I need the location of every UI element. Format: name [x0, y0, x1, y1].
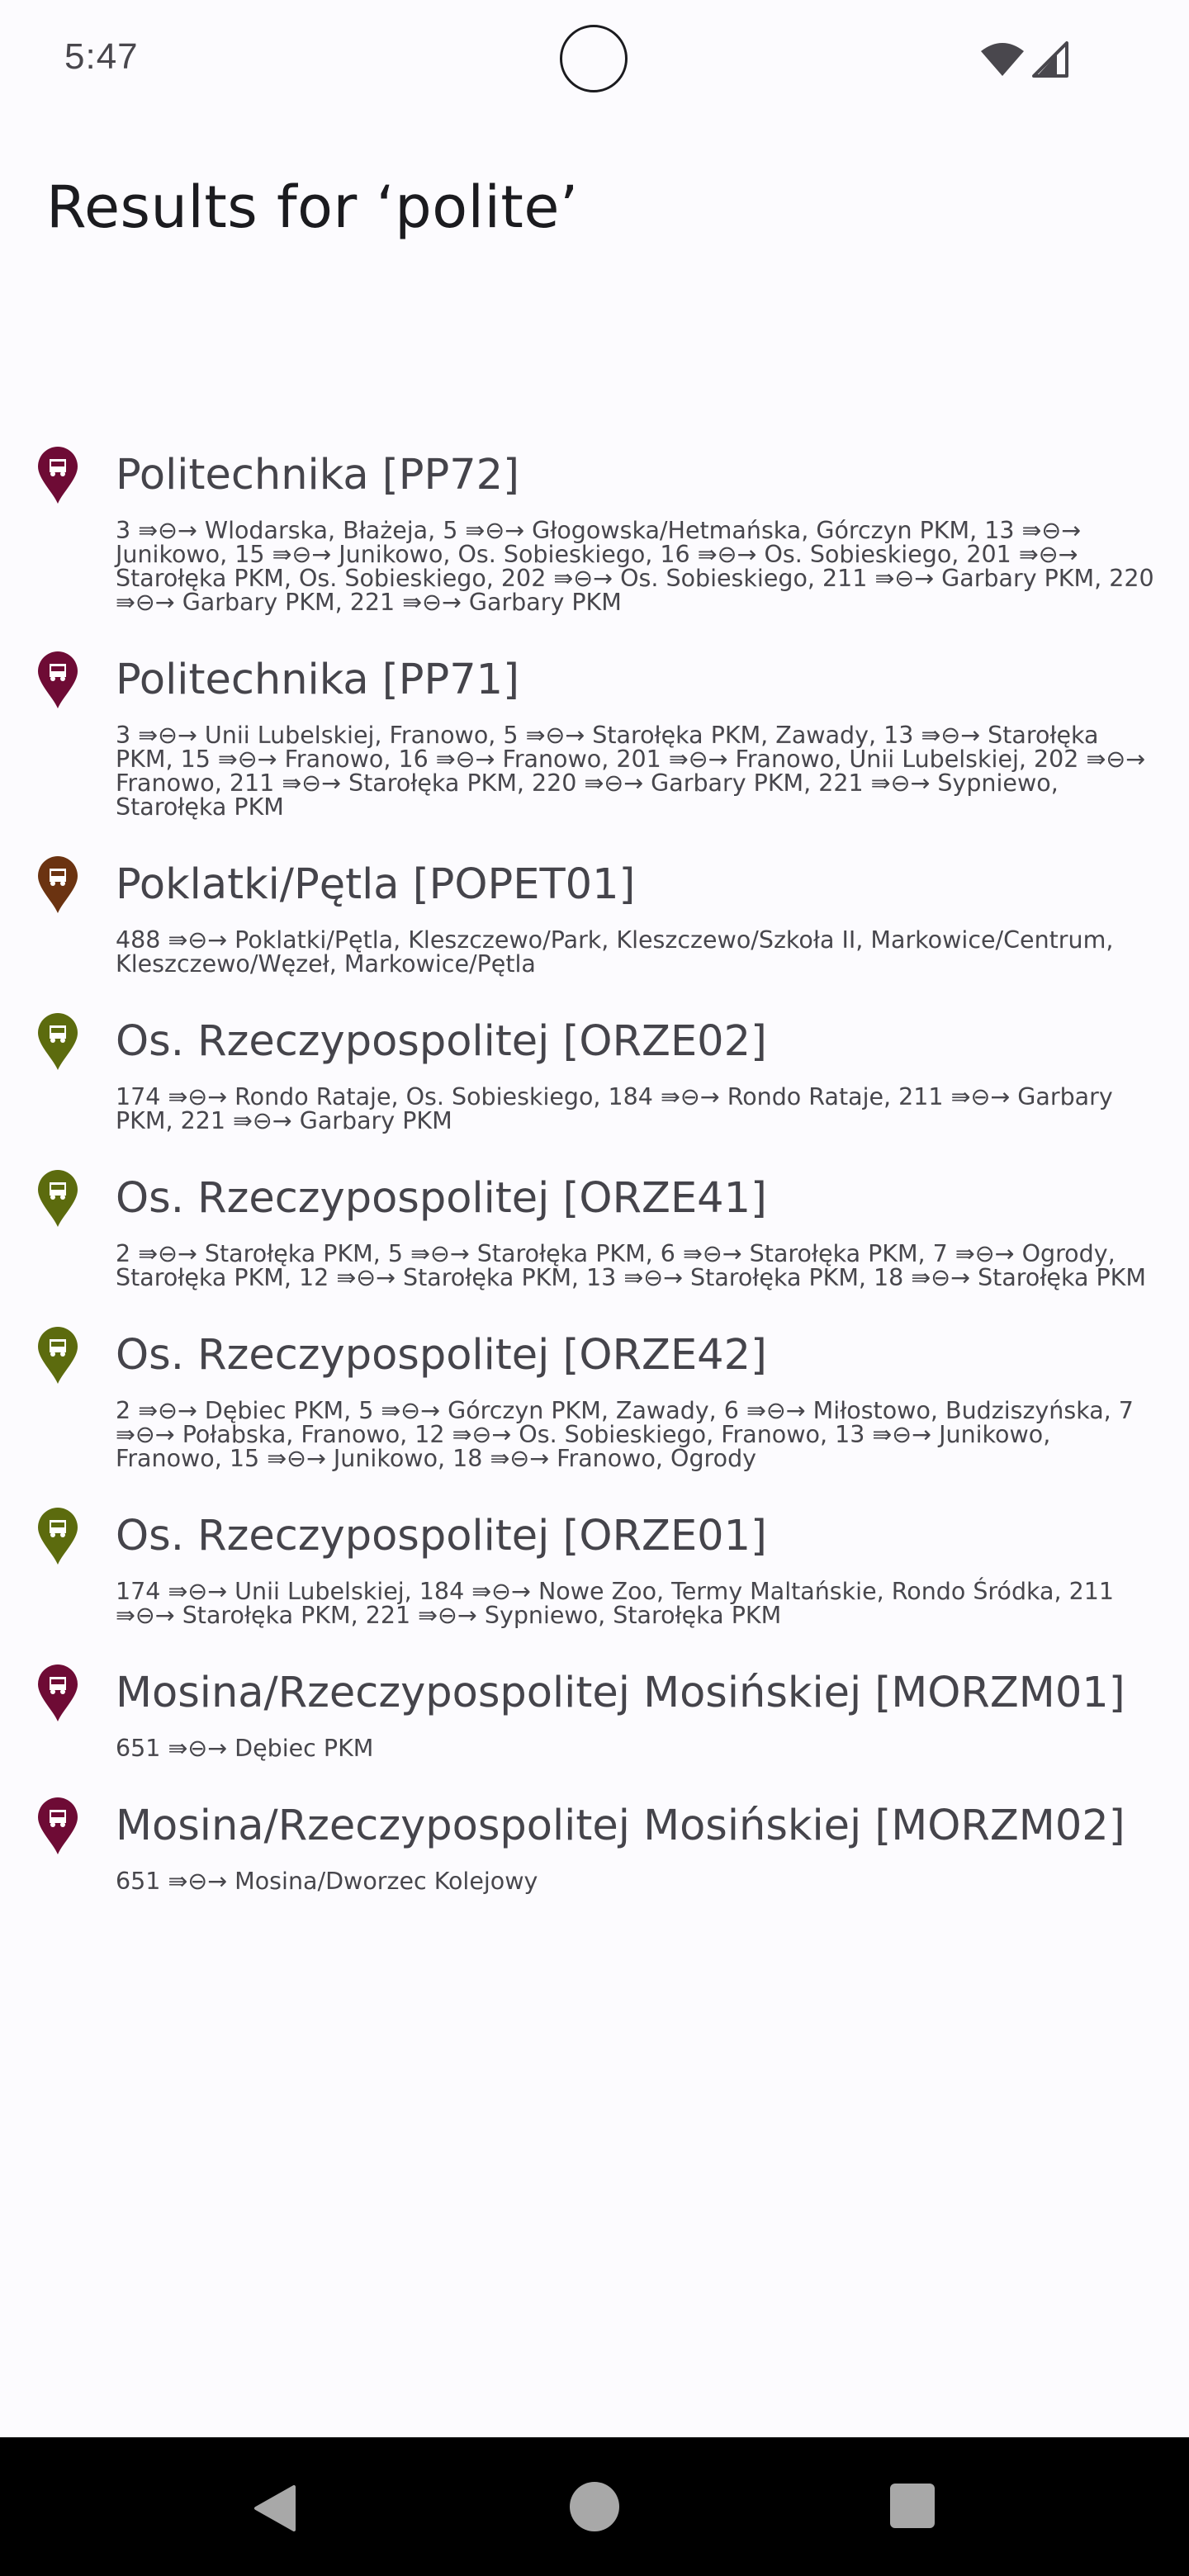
result-item[interactable]: [0, 1161, 1189, 1290]
result-item[interactable]: [0, 1655, 1189, 1760]
result-lines-text: 174 ⇛⊖→ Unii Lubelskiej, 184 ⇛⊖→ Nowe Zoo, Termy Maltańskie, Rondo Śródka, 211 ⇛⊖→ Starołęka PKM, 221 ⇛⊖→ Sypniewo, Starołęka PKM: [116, 1578, 1115, 1629]
bus-stop-pin-icon: [36, 1326, 79, 1385]
result-stop-name: Poklatki/Pętla [POPET01]: [116, 860, 636, 909]
result-item[interactable]: [0, 438, 1189, 614]
result-stop-name: Mosina/Rzeczypospolitej Mosińskiej [MORZM02]: [116, 1802, 1125, 1850]
result-lines-text: 488 ⇛⊖→ Poklatki/Pętla, Kleszczewo/Park, Kleszczewo/Szkoła II, Markowice/Centrum, Kleszczewo/Węzeł, Markowice/Pętla: [116, 926, 1114, 978]
bus-stop-pin-icon: [36, 1169, 79, 1229]
result-lines-text: 2 ⇛⊖→ Dębiec PKM, 5 ⇛⊖→ Górczyn PKM, Zawady, 6 ⇛⊖→ Miłostowo, Budziszyńska, 7 ⇛⊖→ Połabska, Franowo, 12 ⇛⊖→ Os. Sobieskiego, Franowo, 13 ⇛⊖→ Junikowo, Franowo, 15 ⇛⊖→ Junikowo, 18 ⇛⊖→ Franowo, Ogrody: [116, 1397, 1134, 1472]
bus-stop-pin-icon: [36, 651, 79, 710]
status-time: 5:47: [64, 36, 139, 77]
result-stop-name: Os. Rzeczypospolitej [ORZE41]: [116, 1174, 767, 1223]
result-stop-name: Politechnika [PP72]: [116, 451, 520, 500]
bus-stop-pin-icon: [36, 1664, 79, 1723]
result-stop-name: Os. Rzeczypospolitej [ORZE01]: [116, 1512, 767, 1560]
bus-stop-pin-icon: [36, 446, 79, 505]
result-stop-name: Politechnika [PP71]: [116, 656, 520, 704]
result-lines-text: 3 ⇛⊖→ Unii Lubelskiej, Franowo, 5 ⇛⊖→ Starołęka PKM, Zawady, 13 ⇛⊖→ Starołęka PKM, 15 ⇛⊖→ Franowo, 16 ⇛⊖→ Franowo, 201 ⇛⊖→ Franowo, Unii Lubelskiej, 202 ⇛⊖→ Franowo, 211 ⇛⊖→ Starołęka PKM, 220 ⇛⊖→ Garbary PKM, 221 ⇛⊖→ Sypniewo, Starołęka PKM: [116, 722, 1146, 821]
results-list: [0, 438, 1189, 1921]
result-stop-name: Os. Rzeczypospolitej [ORZE02]: [116, 1017, 767, 1066]
recents-square-icon[interactable]: [890, 2484, 935, 2528]
status-bar: [0, 0, 1189, 121]
result-item[interactable]: [0, 1004, 1189, 1133]
result-item[interactable]: [0, 847, 1189, 976]
result-lines-text: 174 ⇛⊖→ Rondo Rataje, Os. Sobieskiego, 184 ⇛⊖→ Rondo Rataje, 211 ⇛⊖→ Garbary PKM, 221 ⇛⊖→ Garbary PKM: [116, 1083, 1113, 1134]
page-title: Results for ‘polite’: [46, 173, 579, 241]
result-lines-text: 3 ⇛⊖→ Wlodarska, Błażeja, 5 ⇛⊖→ Głogowska/Hetmańska, Górczyn PKM, 13 ⇛⊖→ Junikowo, 15 ⇛⊖→ Junikowo, Os. Sobieskiego, 16 ⇛⊖→ Os. Sobieskiego, 201 ⇛⊖→ Starołęka PKM, Os. Sobieskiego, 202 ⇛⊖→ Os. Sobieskiego, 211 ⇛⊖→ Garbary PKM, 220 ⇛⊖→ Garbary PKM, 221 ⇛⊖→ Garbary PKM: [116, 517, 1154, 616]
result-lines-text: 651 ⇛⊖→ Dębiec PKM: [116, 1735, 374, 1762]
result-stop-name: Os. Rzeczypospolitej [ORZE42]: [116, 1331, 767, 1380]
result-stop-name: Mosina/Rzeczypospolitej Mosińskiej [MORZM01]: [116, 1669, 1125, 1717]
result-item[interactable]: [0, 1788, 1189, 1893]
bus-stop-pin-icon: [36, 1012, 79, 1072]
result-lines-text: 2 ⇛⊖→ Starołęka PKM, 5 ⇛⊖→ Starołęka PKM, 6 ⇛⊖→ Starołęka PKM, 7 ⇛⊖→ Ogrody, Starołęka PKM, 12 ⇛⊖→ Starołęka PKM, 13 ⇛⊖→ Starołęka PKM, 18 ⇛⊖→ Starołęka PKM: [116, 1240, 1146, 1291]
home-circle-icon[interactable]: [570, 2482, 619, 2531]
result-item[interactable]: [0, 642, 1189, 819]
result-lines-text: 651 ⇛⊖→ Mosina/Dworzec Kolejowy: [116, 1868, 538, 1895]
camera-cutout: [560, 25, 628, 92]
bus-stop-pin-icon: [36, 855, 79, 915]
cell-signal-icon: [1032, 41, 1068, 78]
wifi-icon: [979, 41, 1026, 78]
bus-stop-pin-icon: [36, 1507, 79, 1566]
bus-stop-pin-icon: [36, 1797, 79, 1856]
result-item[interactable]: [0, 1318, 1189, 1470]
back-triangle-icon[interactable]: [251, 2484, 297, 2533]
navigation-bar: [0, 2437, 1189, 2576]
result-item[interactable]: [0, 1499, 1189, 1627]
